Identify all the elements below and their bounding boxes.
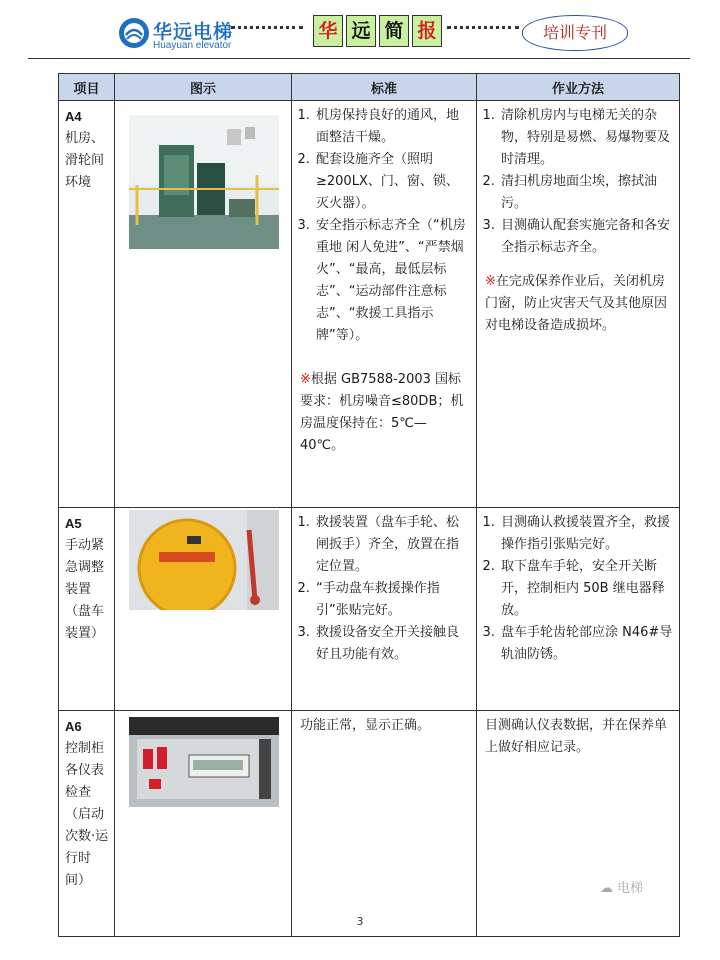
bulletin-char-3: 简 bbox=[379, 15, 409, 47]
item-cell bbox=[59, 508, 115, 711]
header-rule bbox=[28, 58, 690, 59]
image-cell bbox=[115, 101, 292, 508]
list-item: 3. 安全指示标志齐全（“机房重地 闲人免进”、“严禁烟火”、“最高，最低层标志”、“运动部件注意标志”、“救援工具指示牌”等）。 bbox=[314, 215, 470, 347]
list-item: 1. 救援装置（盘车手轮、松闸扳手）齐全，放置在指定位置。 bbox=[314, 512, 470, 578]
list-item: 2. 配套设施齐全（照明≥200LX、门、窗、锁、灭火器）。 bbox=[314, 149, 470, 215]
method-cell bbox=[477, 101, 680, 508]
method-cell bbox=[477, 711, 680, 937]
standard-cell bbox=[292, 508, 477, 711]
list-item: 2. 清扫机房地面尘埃，擦拭油污。 bbox=[499, 171, 673, 215]
page-number: 3 bbox=[356, 915, 364, 928]
list-item: 2. “手动盘车救援操作指引”张贴完好。 bbox=[314, 578, 470, 622]
image-cell bbox=[115, 508, 292, 711]
rescue-device-photo-image bbox=[129, 510, 279, 610]
col-header-image: 图示 bbox=[115, 74, 292, 101]
standard-text: 功能正常，显示正确。 bbox=[300, 718, 431, 733]
wechat-icon: ☁ bbox=[600, 881, 618, 896]
image-cell bbox=[115, 711, 292, 937]
brand-name-en: Huayuan elevator bbox=[153, 40, 232, 51]
bulletin-char-1: 华 bbox=[313, 15, 343, 47]
watermark-text: 电梯 bbox=[617, 881, 644, 896]
list-item: 3. 目测确认配套实施完备和各安全指示标志齐全。 bbox=[499, 215, 673, 259]
list-item: 3. 救援设备安全开关接触良好且功能有效。 bbox=[314, 622, 470, 666]
item-name: 机房、滑轮间环境 bbox=[65, 131, 105, 190]
method-list bbox=[477, 105, 673, 259]
standard-cell bbox=[292, 711, 477, 937]
item-cell bbox=[59, 711, 115, 937]
note-mark: ※ bbox=[300, 372, 311, 387]
item-code: A6 bbox=[65, 719, 82, 734]
method-list bbox=[477, 512, 673, 666]
dotted-divider-left bbox=[231, 26, 303, 29]
dotted-divider-right bbox=[447, 26, 519, 29]
standard-cell bbox=[292, 101, 477, 508]
item-name: 手动紧急调整装置（盘车装置） bbox=[65, 538, 105, 641]
table-header-row bbox=[59, 74, 680, 101]
standard-note bbox=[300, 369, 470, 457]
table-row bbox=[59, 101, 680, 508]
control-cabinet-photo-image bbox=[129, 717, 279, 807]
list-item: 2. 取下盘车手轮，安全开关断开，控制柜内 50B 继电器释放。 bbox=[499, 556, 673, 622]
page-header bbox=[0, 0, 720, 60]
list-item: 1. 清除机房内与电梯无关的杂物，特别是易燃、易爆物要及时清理。 bbox=[499, 105, 673, 171]
note-mark: ※ bbox=[485, 274, 496, 289]
maintenance-table bbox=[58, 73, 680, 937]
method-cell bbox=[477, 508, 680, 711]
item-code: A4 bbox=[65, 109, 82, 124]
item-cell bbox=[59, 101, 115, 508]
brand-name-cn: 华远电梯 bbox=[153, 21, 234, 43]
bulletin-char-4: 报 bbox=[412, 15, 442, 47]
special-issue-badge: 培训专刊 bbox=[522, 15, 628, 51]
item-name: 控制柜各仪表检查（启动次数·运行时间） bbox=[65, 741, 109, 888]
machine-room-photo-image bbox=[129, 115, 279, 249]
item-code: A5 bbox=[65, 516, 82, 531]
company-logo-icon bbox=[118, 17, 150, 49]
method-note bbox=[485, 271, 673, 337]
table-row bbox=[59, 508, 680, 711]
bulletin-char-2: 远 bbox=[346, 15, 376, 47]
col-header-standard: 标准 bbox=[292, 74, 477, 101]
watermark bbox=[600, 877, 643, 896]
standard-list bbox=[292, 512, 470, 666]
method-text: 目测确认仪表数据，并在保养单上做好相应记录。 bbox=[485, 718, 668, 755]
list-item: 1. 目测确认救援装置齐全，救援操作指引张贴完好。 bbox=[499, 512, 673, 556]
col-header-item: 项目 bbox=[59, 74, 115, 101]
col-header-method: 作业方法 bbox=[477, 74, 680, 101]
standard-list bbox=[292, 105, 470, 347]
list-item: 3. 盘车手轮齿轮部应涂 N46#导轨油防锈。 bbox=[499, 622, 673, 666]
note-text: 在完成保养作业后，关闭机房门窗，防止灾害天气及其他原因对电梯设备造成损坏。 bbox=[485, 274, 668, 333]
table-row bbox=[59, 711, 680, 937]
list-item: 1. 机房保持良好的通风，地面整洁干燥。 bbox=[314, 105, 470, 149]
note-text: 根据 GB7588-2003 国标要求：机房噪音≤80DB；机房温度保持在：5℃—40℃。 bbox=[300, 372, 464, 453]
